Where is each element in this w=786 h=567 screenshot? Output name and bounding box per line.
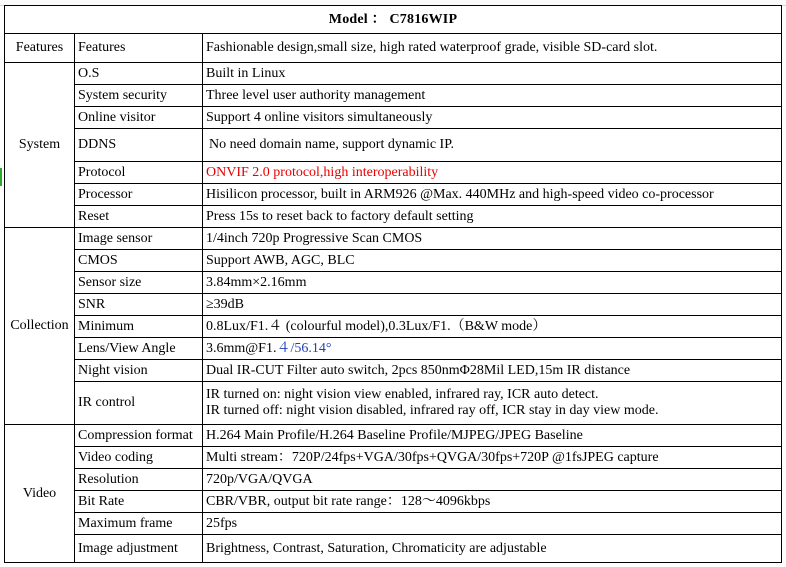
table-row <box>5 382 782 425</box>
table-row <box>5 513 782 535</box>
feature-value: Dual IR-CUT Filter auto switch, 2pcs 850nmΦ28Mil LED,15m IR distance <box>203 360 782 382</box>
feature-label: Video coding <box>75 447 203 469</box>
feature-value: 0.8Lux/F1.４ (colourful model),0.3Lux/F1.（B&W mode） <box>203 316 782 338</box>
table-row <box>5 272 782 294</box>
feature-value: Hisilicon processor, built in ARM926 @Max. 440MHz and high-speed video co-processor <box>203 184 782 206</box>
feature-value: Support 4 online visitors simultaneously <box>203 107 782 129</box>
feature-value: Brightness, Contrast, Saturation, Chromaticity are adjustable <box>203 535 782 563</box>
feature-label: CMOS <box>75 250 203 272</box>
table-row <box>5 294 782 316</box>
feature-value: 3.84mm×2.16mm <box>203 272 782 294</box>
category-video: Video <box>5 425 75 563</box>
feature-value: Three level user authority management <box>203 85 782 107</box>
feature-value <box>203 382 782 425</box>
feature-label: DDNS <box>75 129 203 162</box>
feature-label: SNR <box>75 294 203 316</box>
feature-label: Reset <box>75 206 203 228</box>
table-row <box>5 447 782 469</box>
table-row <box>5 107 782 129</box>
feature-value: 25fps <box>203 513 782 535</box>
table-row <box>5 228 782 250</box>
feature-value: H.264 Main Profile/H.264 Baseline Profile/MJPEG/JPEG Baseline <box>203 425 782 447</box>
table-row <box>5 338 782 360</box>
category-system: System <box>5 63 75 228</box>
table-row <box>5 360 782 382</box>
table-row <box>5 491 782 513</box>
ir-off-line: IR turned off: night vision disabled, infrared ray off, ICR stay in day view mode. <box>206 403 659 418</box>
table-row <box>5 34 782 63</box>
table-row <box>5 535 782 563</box>
feature-value: No need domain name, support dynamic IP. <box>203 129 782 162</box>
feature-value: Multi stream：720P/24fps+VGA/30fps+QVGA/30fps+720P @1fsJPEG capture <box>203 447 782 469</box>
feature-value: Fashionable design,small size, high rated waterproof grade, visible SD-card slot. <box>203 34 782 63</box>
category-features: Features <box>5 34 75 63</box>
feature-value: Built in Linux <box>203 63 782 85</box>
feature-label: Minimum <box>75 316 203 338</box>
feature-value: CBR/VBR, output bit rate range：128～4096kbps <box>203 491 782 513</box>
feature-label: Image adjustment <box>75 535 203 563</box>
feature-label: O.S <box>75 63 203 85</box>
feature-label: IR control <box>75 382 203 425</box>
table-row <box>5 206 782 228</box>
title-row <box>5 6 782 34</box>
table-row <box>5 63 782 85</box>
table-row <box>5 162 782 184</box>
model-title: Model ： C7816WIP <box>5 6 782 34</box>
table-row <box>5 469 782 491</box>
lens-value-prefix: 3.6mm@F1. <box>206 340 277 356</box>
feature-value: Press 15s to reset back to factory default setting <box>203 206 782 228</box>
feature-value <box>203 338 782 360</box>
feature-label: Image sensor <box>75 228 203 250</box>
feature-label: Online visitor <box>75 107 203 129</box>
feature-label: Sensor size <box>75 272 203 294</box>
feature-label: Maximum frame <box>75 513 203 535</box>
category-collection: Collection <box>5 228 75 425</box>
feature-value: 720p/VGA/QVGA <box>203 469 782 491</box>
feature-label: Protocol <box>75 162 203 184</box>
feature-label: Lens/View Angle <box>75 338 203 360</box>
spec-table <box>4 5 782 563</box>
feature-label: Bit Rate <box>75 491 203 513</box>
feature-label: Features <box>75 34 203 63</box>
ir-on-line: IR turned on: night vision view enabled, infrared ray, ICR auto detect. <box>206 387 599 402</box>
feature-label: Resolution <box>75 469 203 491</box>
feature-label: Night vision <box>75 360 203 382</box>
feature-value: 1/4inch 720p Progressive Scan CMOS <box>203 228 782 250</box>
table-row <box>5 129 782 162</box>
table-row <box>5 85 782 107</box>
table-row <box>5 250 782 272</box>
table-row <box>5 184 782 206</box>
row-selection-marker <box>0 168 2 186</box>
table-row <box>5 316 782 338</box>
feature-value: ≥39dB <box>203 294 782 316</box>
table-row <box>5 425 782 447</box>
lens-angle-link[interactable]: ４/56.14° <box>276 340 332 356</box>
feature-label: Compression format <box>75 425 203 447</box>
feature-value: Support AWB, AGC, BLC <box>203 250 782 272</box>
feature-label: Processor <box>75 184 203 206</box>
feature-value-protocol: ONVIF 2.0 protocol,high interoperability <box>203 162 782 184</box>
feature-label: System security <box>75 85 203 107</box>
